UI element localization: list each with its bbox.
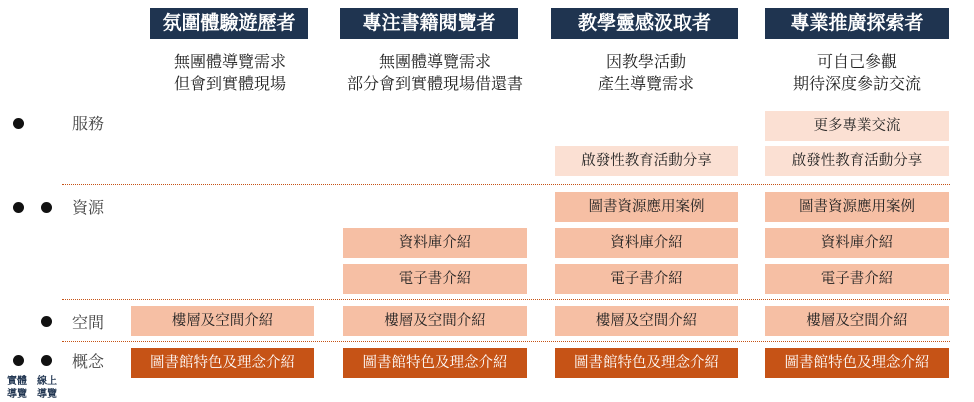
- item-ebook-intro: 電子書介紹: [343, 264, 527, 294]
- row-label-space: 空間: [72, 313, 105, 332]
- row-label-resource: 資源: [72, 198, 105, 217]
- item-floor-space: 樓層及空間介紹: [765, 306, 949, 336]
- item-ebook-intro: 電子書介紹: [555, 264, 738, 294]
- item-concept: 圖書館特色及理念介紹: [131, 348, 314, 378]
- physical-dot: [13, 202, 24, 213]
- physical-dot: [13, 118, 24, 129]
- persona-header-1: 氛圍體驗遊歷者: [150, 8, 308, 39]
- row-label-service: 服務: [72, 114, 105, 133]
- persona-desc-line: 無團體導覽需求: [378, 52, 491, 71]
- row-separator: [62, 299, 950, 300]
- legend-physical: 實體導覽: [7, 376, 27, 400]
- item-database-intro: 資料庫介紹: [765, 228, 949, 258]
- persona-desc-line: 部分會到實體現場借還書: [346, 74, 523, 93]
- persona-desc-2: [330, 51, 540, 97]
- item-concept: 圖書館特色及理念介紹: [555, 348, 738, 378]
- item-inspire-share: 啟發性教育活動分享: [555, 146, 738, 176]
- item-library-cases: 圖書資源應用案例: [765, 192, 949, 222]
- persona-desc-4: [757, 51, 957, 97]
- persona-desc-line: 可自己參觀: [816, 52, 897, 71]
- item-more-exchange: 更多專業交流: [765, 111, 949, 141]
- item-database-intro: 資料庫介紹: [555, 228, 738, 258]
- item-floor-space: 樓層及空間介紹: [343, 306, 527, 336]
- persona-header-4: 專業推廣探索者: [765, 8, 949, 39]
- row-separator: [62, 341, 950, 342]
- row-separator: [62, 184, 950, 185]
- persona-desc-line: 產生導覽需求: [597, 74, 694, 93]
- item-floor-space: 樓層及空間介紹: [555, 306, 738, 336]
- item-library-cases: 圖書資源應用案例: [555, 192, 738, 222]
- row-label-concept: 概念: [72, 352, 105, 371]
- persona-header-3: 教學靈感汲取者: [551, 8, 738, 39]
- item-database-intro: 資料庫介紹: [343, 228, 527, 258]
- legend-online: 線上導覽: [37, 376, 57, 400]
- item-inspire-share: 啟發性教育活動分享: [765, 146, 949, 176]
- persona-desc-line: 因教學活動: [605, 52, 686, 71]
- online-dot: [41, 202, 52, 213]
- persona-desc-1: [130, 51, 330, 97]
- persona-desc-line: 但會到實體現場: [173, 74, 286, 93]
- persona-header-2: 專注書籍閱覽者: [340, 8, 518, 39]
- persona-desc-line: 無團體導覽需求: [173, 52, 286, 71]
- item-ebook-intro: 電子書介紹: [765, 264, 949, 294]
- item-concept: 圖書館特色及理念介紹: [765, 348, 949, 378]
- persona-desc-line: 期待深度參訪交流: [792, 74, 921, 93]
- item-concept: 圖書館特色及理念介紹: [343, 348, 527, 378]
- physical-dot: [13, 355, 24, 366]
- item-floor-space: 樓層及空間介紹: [131, 306, 314, 336]
- persona-desc-3: [546, 51, 746, 97]
- online-dot: [41, 355, 52, 366]
- online-dot: [41, 316, 52, 327]
